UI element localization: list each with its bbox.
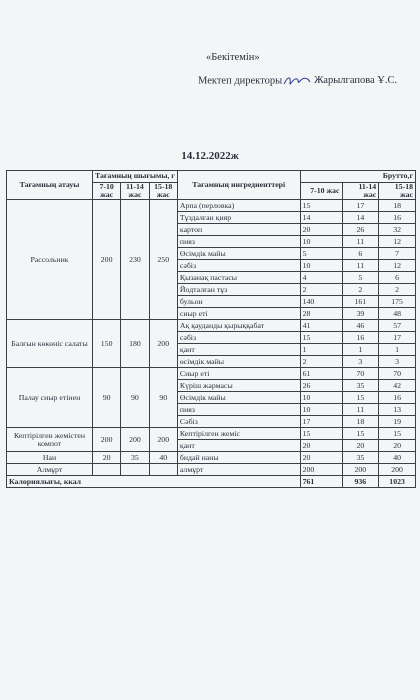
ingredient-gross: 12 xyxy=(379,236,416,248)
ingredient-gross: 11 xyxy=(342,260,379,272)
ingredient-gross: 16 xyxy=(342,332,379,344)
dish-yield: 20 xyxy=(92,452,120,464)
ingredient-name: сиыр еті xyxy=(177,308,300,320)
ingredient-name: сәбіз xyxy=(177,260,300,272)
ingredient-gross: 1 xyxy=(342,344,379,356)
ingredient-gross: 5 xyxy=(342,272,379,284)
ingredient-name: бульон xyxy=(177,296,300,308)
ingredient-gross: 35 xyxy=(342,452,379,464)
ingredient-name: Өсімдік майы xyxy=(177,248,300,260)
ingredient-gross: 15 xyxy=(300,332,342,344)
table-row xyxy=(7,464,416,476)
age-group-header: 11-14 жас xyxy=(121,183,149,200)
ingredient-gross: 32 xyxy=(379,224,416,236)
ingredient-name: Өсімдік майы xyxy=(177,392,300,404)
ingredient-gross: 2 xyxy=(300,284,342,296)
calories-label: Калориялығы, ккал xyxy=(7,476,301,488)
ingredient-gross: 10 xyxy=(300,260,342,272)
ingredient-name: алмұрт xyxy=(177,464,300,476)
calories-value: 761 xyxy=(300,476,342,488)
ingredient-gross: 48 xyxy=(379,308,416,320)
ingredient-gross: 42 xyxy=(379,380,416,392)
dish-yield: 40 xyxy=(149,452,177,464)
ingredient-name: Ақ қауданды қырыққабат xyxy=(177,320,300,332)
table-row xyxy=(7,200,416,212)
ingredient-name: өсімдік майы xyxy=(177,356,300,368)
ingredient-gross: 2 xyxy=(379,284,416,296)
ingredient-gross: 26 xyxy=(300,380,342,392)
ingredient-gross: 61 xyxy=(300,368,342,380)
ingredient-gross: 39 xyxy=(342,308,379,320)
ingredient-gross: 18 xyxy=(342,416,379,428)
ingredient-name: Күріш жармасы xyxy=(177,380,300,392)
dish-name: Нан xyxy=(7,452,93,464)
director-label: Мектеп директоры xyxy=(198,75,283,87)
ingredient-gross: 10 xyxy=(300,392,342,404)
ingredient-gross: 28 xyxy=(300,308,342,320)
ingredient-gross: 17 xyxy=(300,416,342,428)
ingredient-gross: 15 xyxy=(300,200,342,212)
ingredient-gross: 161 xyxy=(342,296,379,308)
dish-yield: 150 xyxy=(92,320,120,368)
ingredient-gross: 1 xyxy=(300,344,342,356)
dish-yield xyxy=(92,464,120,476)
ingredient-gross: 3 xyxy=(342,356,379,368)
header-ingredients: Тағамның ингредиенттері xyxy=(177,171,300,200)
ingredient-gross: 200 xyxy=(342,464,379,476)
ingredient-gross: 20 xyxy=(379,440,416,452)
ingredient-name: Арпа (перловка) xyxy=(177,200,300,212)
header-yield: Тағамның шығымы, г xyxy=(92,171,177,183)
ingredient-gross: 14 xyxy=(300,212,342,224)
ingredient-name: Сиыр еті xyxy=(177,368,300,380)
ingredient-gross: 46 xyxy=(342,320,379,332)
ingredient-gross: 14 xyxy=(342,212,379,224)
ingredient-name: бидай наны xyxy=(177,452,300,464)
table-row xyxy=(7,368,416,380)
dish-yield: 180 xyxy=(121,320,149,368)
table-row xyxy=(7,320,416,332)
dish-yield: 200 xyxy=(149,428,177,452)
dish-name: Балғын көкөніс салаты xyxy=(7,320,93,368)
ingredient-name: қант xyxy=(177,344,300,356)
age-group-header: 15-18 жас xyxy=(379,183,416,200)
age-group-header: 7-10 жас xyxy=(300,183,342,200)
ingredient-name: пияз xyxy=(177,404,300,416)
ingredient-gross: 15 xyxy=(342,392,379,404)
ingredient-gross: 35 xyxy=(342,380,379,392)
ingredient-gross: 11 xyxy=(342,236,379,248)
ingredient-gross: 70 xyxy=(379,368,416,380)
ingredient-gross: 15 xyxy=(379,428,416,440)
ingredient-gross: 13 xyxy=(379,404,416,416)
director-line xyxy=(198,74,397,88)
dish-yield: 200 xyxy=(149,320,177,368)
dish-name: Алмұрт xyxy=(7,464,93,476)
ingredient-gross: 10 xyxy=(300,404,342,416)
menu-date: 14.12.2022ж xyxy=(181,150,239,162)
ingredient-name: Қызанақ пастасы xyxy=(177,272,300,284)
ingredient-gross: 12 xyxy=(379,260,416,272)
ingredient-gross: 200 xyxy=(300,464,342,476)
calories-row xyxy=(7,476,416,488)
ingredient-gross: 6 xyxy=(379,272,416,284)
dish-yield: 200 xyxy=(92,200,120,320)
ingredient-gross: 20 xyxy=(300,452,342,464)
ingredient-gross: 18 xyxy=(379,200,416,212)
ingredient-gross: 140 xyxy=(300,296,342,308)
ingredient-gross: 200 xyxy=(379,464,416,476)
calories-value: 1023 xyxy=(379,476,416,488)
ingredient-gross: 7 xyxy=(379,248,416,260)
dish-name: Рассольник xyxy=(7,200,93,320)
ingredient-name: Тұздалған қияр xyxy=(177,212,300,224)
signature-icon xyxy=(282,74,312,88)
ingredient-name: қант xyxy=(177,440,300,452)
director-name: Жарылгапова Ұ.С. xyxy=(314,75,398,87)
ingredient-name: пияз xyxy=(177,236,300,248)
ingredient-gross: 6 xyxy=(342,248,379,260)
ingredient-gross: 15 xyxy=(300,428,342,440)
ingredient-name: Сәбіз xyxy=(177,416,300,428)
ingredient-gross: 16 xyxy=(379,392,416,404)
ingredient-name: сәбіз xyxy=(177,332,300,344)
ingredient-name: Кептірілген жеміс xyxy=(177,428,300,440)
ingredient-gross: 15 xyxy=(342,428,379,440)
dish-name: Палау сиыр етінен xyxy=(7,368,93,428)
age-group-header: 7-10 жас xyxy=(92,183,120,200)
ingredient-gross: 2 xyxy=(342,284,379,296)
ingredient-gross: 20 xyxy=(300,440,342,452)
dish-name: Кептірілген жемістен компот xyxy=(7,428,93,452)
age-group-header: 15-18 жас xyxy=(149,183,177,200)
dish-yield: 200 xyxy=(121,428,149,452)
age-group-header: 11-14 жас xyxy=(342,183,379,200)
header-gross: Брутто,г xyxy=(300,171,415,183)
menu-table xyxy=(6,170,416,488)
ingredient-gross: 1 xyxy=(379,344,416,356)
calories-value: 936 xyxy=(342,476,379,488)
dish-yield: 35 xyxy=(121,452,149,464)
dish-yield: 90 xyxy=(121,368,149,428)
ingredient-gross: 175 xyxy=(379,296,416,308)
ingredient-gross: 17 xyxy=(342,200,379,212)
dish-yield: 200 xyxy=(92,428,120,452)
ingredient-name: картоп xyxy=(177,224,300,236)
ingredient-gross: 20 xyxy=(300,224,342,236)
ingredient-gross: 3 xyxy=(379,356,416,368)
dish-yield: 90 xyxy=(149,368,177,428)
ingredient-gross: 5 xyxy=(300,248,342,260)
header-dish: Тағамның атауы xyxy=(7,171,93,200)
dish-yield xyxy=(121,464,149,476)
table-row xyxy=(7,452,416,464)
ingredient-gross: 57 xyxy=(379,320,416,332)
ingredient-gross: 2 xyxy=(300,356,342,368)
ingredient-gross: 20 xyxy=(342,440,379,452)
dish-yield: 230 xyxy=(121,200,149,320)
table-row xyxy=(7,428,416,440)
dish-yield: 250 xyxy=(149,200,177,320)
ingredient-gross: 26 xyxy=(342,224,379,236)
approval-label: «Бекітемін» xyxy=(206,52,260,63)
ingredient-gross: 70 xyxy=(342,368,379,380)
ingredient-gross: 40 xyxy=(379,452,416,464)
ingredient-gross: 16 xyxy=(379,212,416,224)
ingredient-name: Йодталған тұз xyxy=(177,284,300,296)
dish-yield: 90 xyxy=(92,368,120,428)
dish-yield xyxy=(149,464,177,476)
ingredient-gross: 10 xyxy=(300,236,342,248)
ingredient-gross: 41 xyxy=(300,320,342,332)
ingredient-gross: 19 xyxy=(379,416,416,428)
ingredient-gross: 11 xyxy=(342,404,379,416)
ingredient-gross: 17 xyxy=(379,332,416,344)
ingredient-gross: 4 xyxy=(300,272,342,284)
